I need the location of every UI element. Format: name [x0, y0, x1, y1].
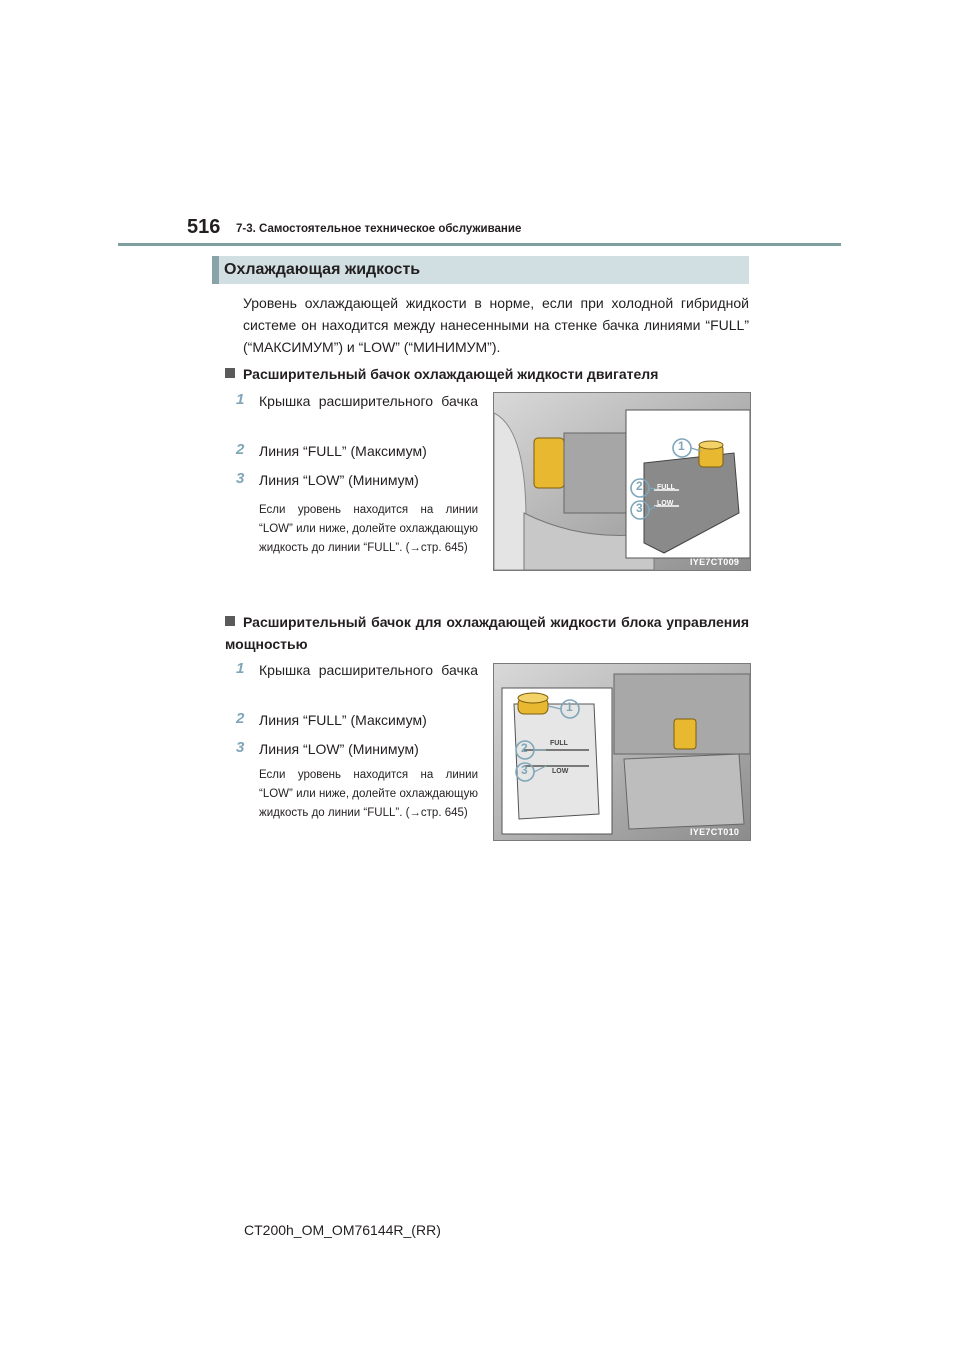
section-path: 7-3. Самостоятельное техническое обслуживание [236, 223, 522, 235]
item-number: 1 [236, 660, 245, 677]
header-rule [118, 243, 841, 246]
item-text: Линия “LOW” (Минимум) [259, 472, 419, 488]
item-text [259, 390, 478, 412]
callout-1: 1 [678, 439, 685, 453]
figure-code: IYE7CT010 [690, 827, 740, 837]
callout-3: 3 [521, 763, 528, 777]
item-number: 2 [236, 441, 245, 458]
item-text [259, 659, 478, 681]
item-number: 3 [236, 739, 245, 756]
bullet-square-icon [225, 616, 235, 626]
callout-2: 2 [636, 479, 643, 493]
document-code: CT200h_OM_OM76144R_(RR) [244, 1222, 441, 1238]
full-mark-label: FULL [550, 740, 568, 747]
page-number: 516 [187, 216, 221, 238]
item-text: Линия “FULL” (Максимум) [259, 443, 427, 459]
callout-2: 2 [521, 741, 528, 755]
subsection-heading-text: Расширительный бачок охлаждающей жидкости двигателя [243, 366, 659, 382]
refill-note: Если уровень находится на линии “LOW” или ниже, долейте охлаждающую жидкость до линии “FULL”. (→стр. 645) [259, 504, 478, 554]
refill-note: Если уровень находится на линии “LOW” или ниже, долейте охлаждающую жидкость до линии “FULL”. (→стр. 645) [259, 769, 478, 819]
section-title: Охлаждающая жидкость [224, 261, 421, 278]
subsection-heading-text: Расширительный бачок для охлаждающей жидкости блока управления мощностью [225, 614, 749, 652]
intro-paragraph: Уровень охлаждающей жидкости в норме, если при холодной гибридной системе он находится между нанесенными на стенке бачка линиями “FULL” (“МАКСИМУМ”) и “LOW” (“МИНИМУМ”). [243, 295, 749, 355]
engine-coolant-figure [493, 392, 751, 571]
subsection-heading-engine [225, 363, 749, 385]
bullet-square-icon [225, 368, 235, 378]
item-text: Линия “LOW” (Минимум) [259, 741, 419, 757]
item-number: 1 [236, 391, 245, 408]
callout-1: 1 [566, 700, 573, 714]
item-number: 2 [236, 710, 245, 727]
pcu-bay-illustration [494, 664, 750, 840]
item-number: 3 [236, 470, 245, 487]
pcu-coolant-figure [493, 663, 751, 841]
full-mark-label: FULL [657, 484, 675, 491]
engine-bay-illustration [494, 393, 750, 570]
figure-code: IYE7CT009 [690, 557, 740, 567]
low-mark-label: LOW [552, 768, 569, 775]
subsection-heading-pcu [225, 611, 749, 655]
low-mark-label: LOW [657, 500, 674, 507]
item-text: Линия “FULL” (Максимум) [259, 712, 427, 728]
item-text-span: Крышка расширительного бачка [259, 662, 478, 678]
callout-3: 3 [636, 501, 643, 515]
item-text-span: Крышка расширительного бачка [259, 393, 478, 409]
